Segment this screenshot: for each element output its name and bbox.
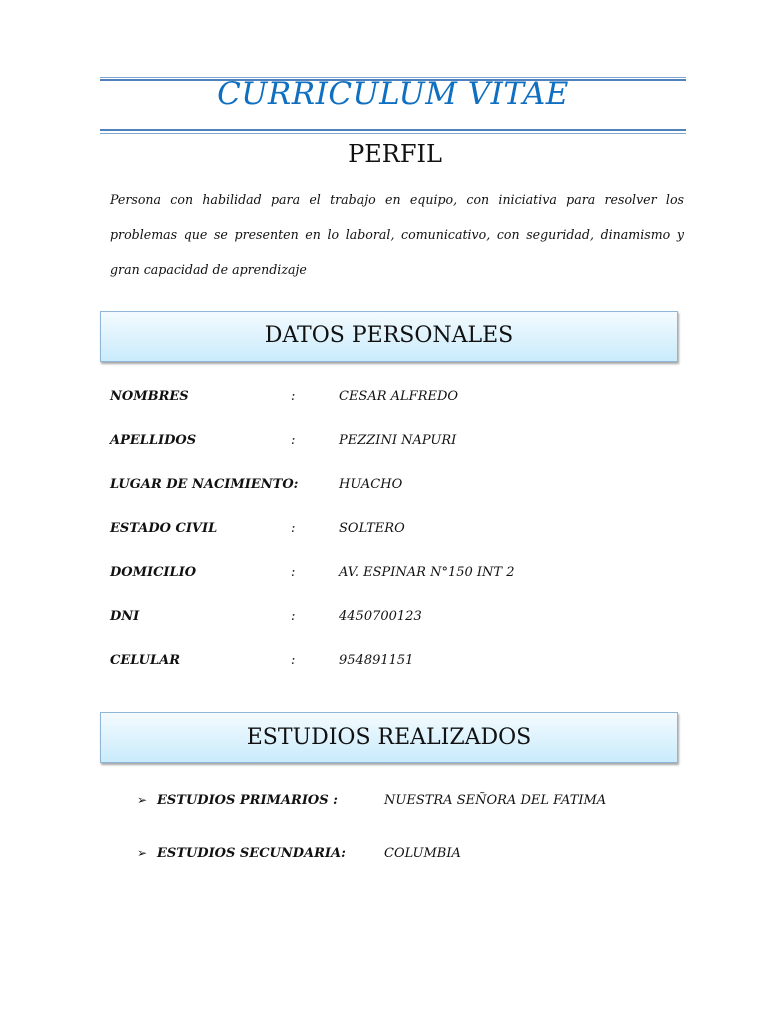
row-label: ESTADO CIVIL — [110, 521, 218, 536]
row-label: CELULAR — [110, 653, 181, 668]
row-label: DOMICILIO — [110, 565, 197, 580]
row-label: LUGAR DE NACIMIENTO: — [110, 477, 299, 492]
row-colon: : — [291, 433, 296, 448]
row-value: HUACHO — [339, 477, 403, 492]
row-value: PEZZINI NAPURI — [339, 433, 457, 448]
row-value: 4450700123 — [339, 609, 422, 624]
study-label: ESTUDIOS SECUNDARIA: — [157, 846, 346, 861]
row-value: CESAR ALFREDO — [339, 389, 459, 404]
arrow-bullet-icon: ➢ — [137, 846, 148, 860]
row-value: SOLTERO — [339, 521, 405, 536]
row-label: APELLIDOS — [110, 433, 197, 448]
row-value: 954891151 — [339, 653, 414, 668]
row-colon: : — [291, 521, 296, 536]
row-colon: : — [291, 653, 296, 668]
arrow-bullet-icon: ➢ — [137, 793, 148, 807]
row-colon: : — [291, 565, 296, 580]
row-colon: : — [291, 609, 296, 624]
estudios-realizados-heading: ESTUDIOS REALIZADOS — [100, 712, 678, 763]
study-value: NUESTRA SEÑORA DEL FATIMA — [384, 793, 607, 808]
study-label: ESTUDIOS PRIMARIOS : — [157, 793, 338, 808]
title-rule-bottom — [100, 129, 686, 134]
row-label: DNI — [110, 609, 140, 624]
study-value: COLUMBIA — [384, 846, 461, 861]
row-colon: : — [291, 389, 296, 404]
perfil-text: Persona con habilidad para el trabajo en equipo, con iniciativa para resolver los problemas que se presenten en lo laboral, comunicativo, con seguridad, dinamismo y gran capacidad de aprendizaje — [110, 192, 684, 277]
row-value: AV. ESPINAR N°150 INT 2 — [339, 565, 515, 580]
perfil-heading: PERFIL — [348, 140, 442, 168]
row-label: NOMBRES — [110, 389, 189, 404]
document-title: CURRICULUM VITAE — [217, 76, 569, 112]
datos-personales-heading: DATOS PERSONALES — [100, 311, 678, 362]
